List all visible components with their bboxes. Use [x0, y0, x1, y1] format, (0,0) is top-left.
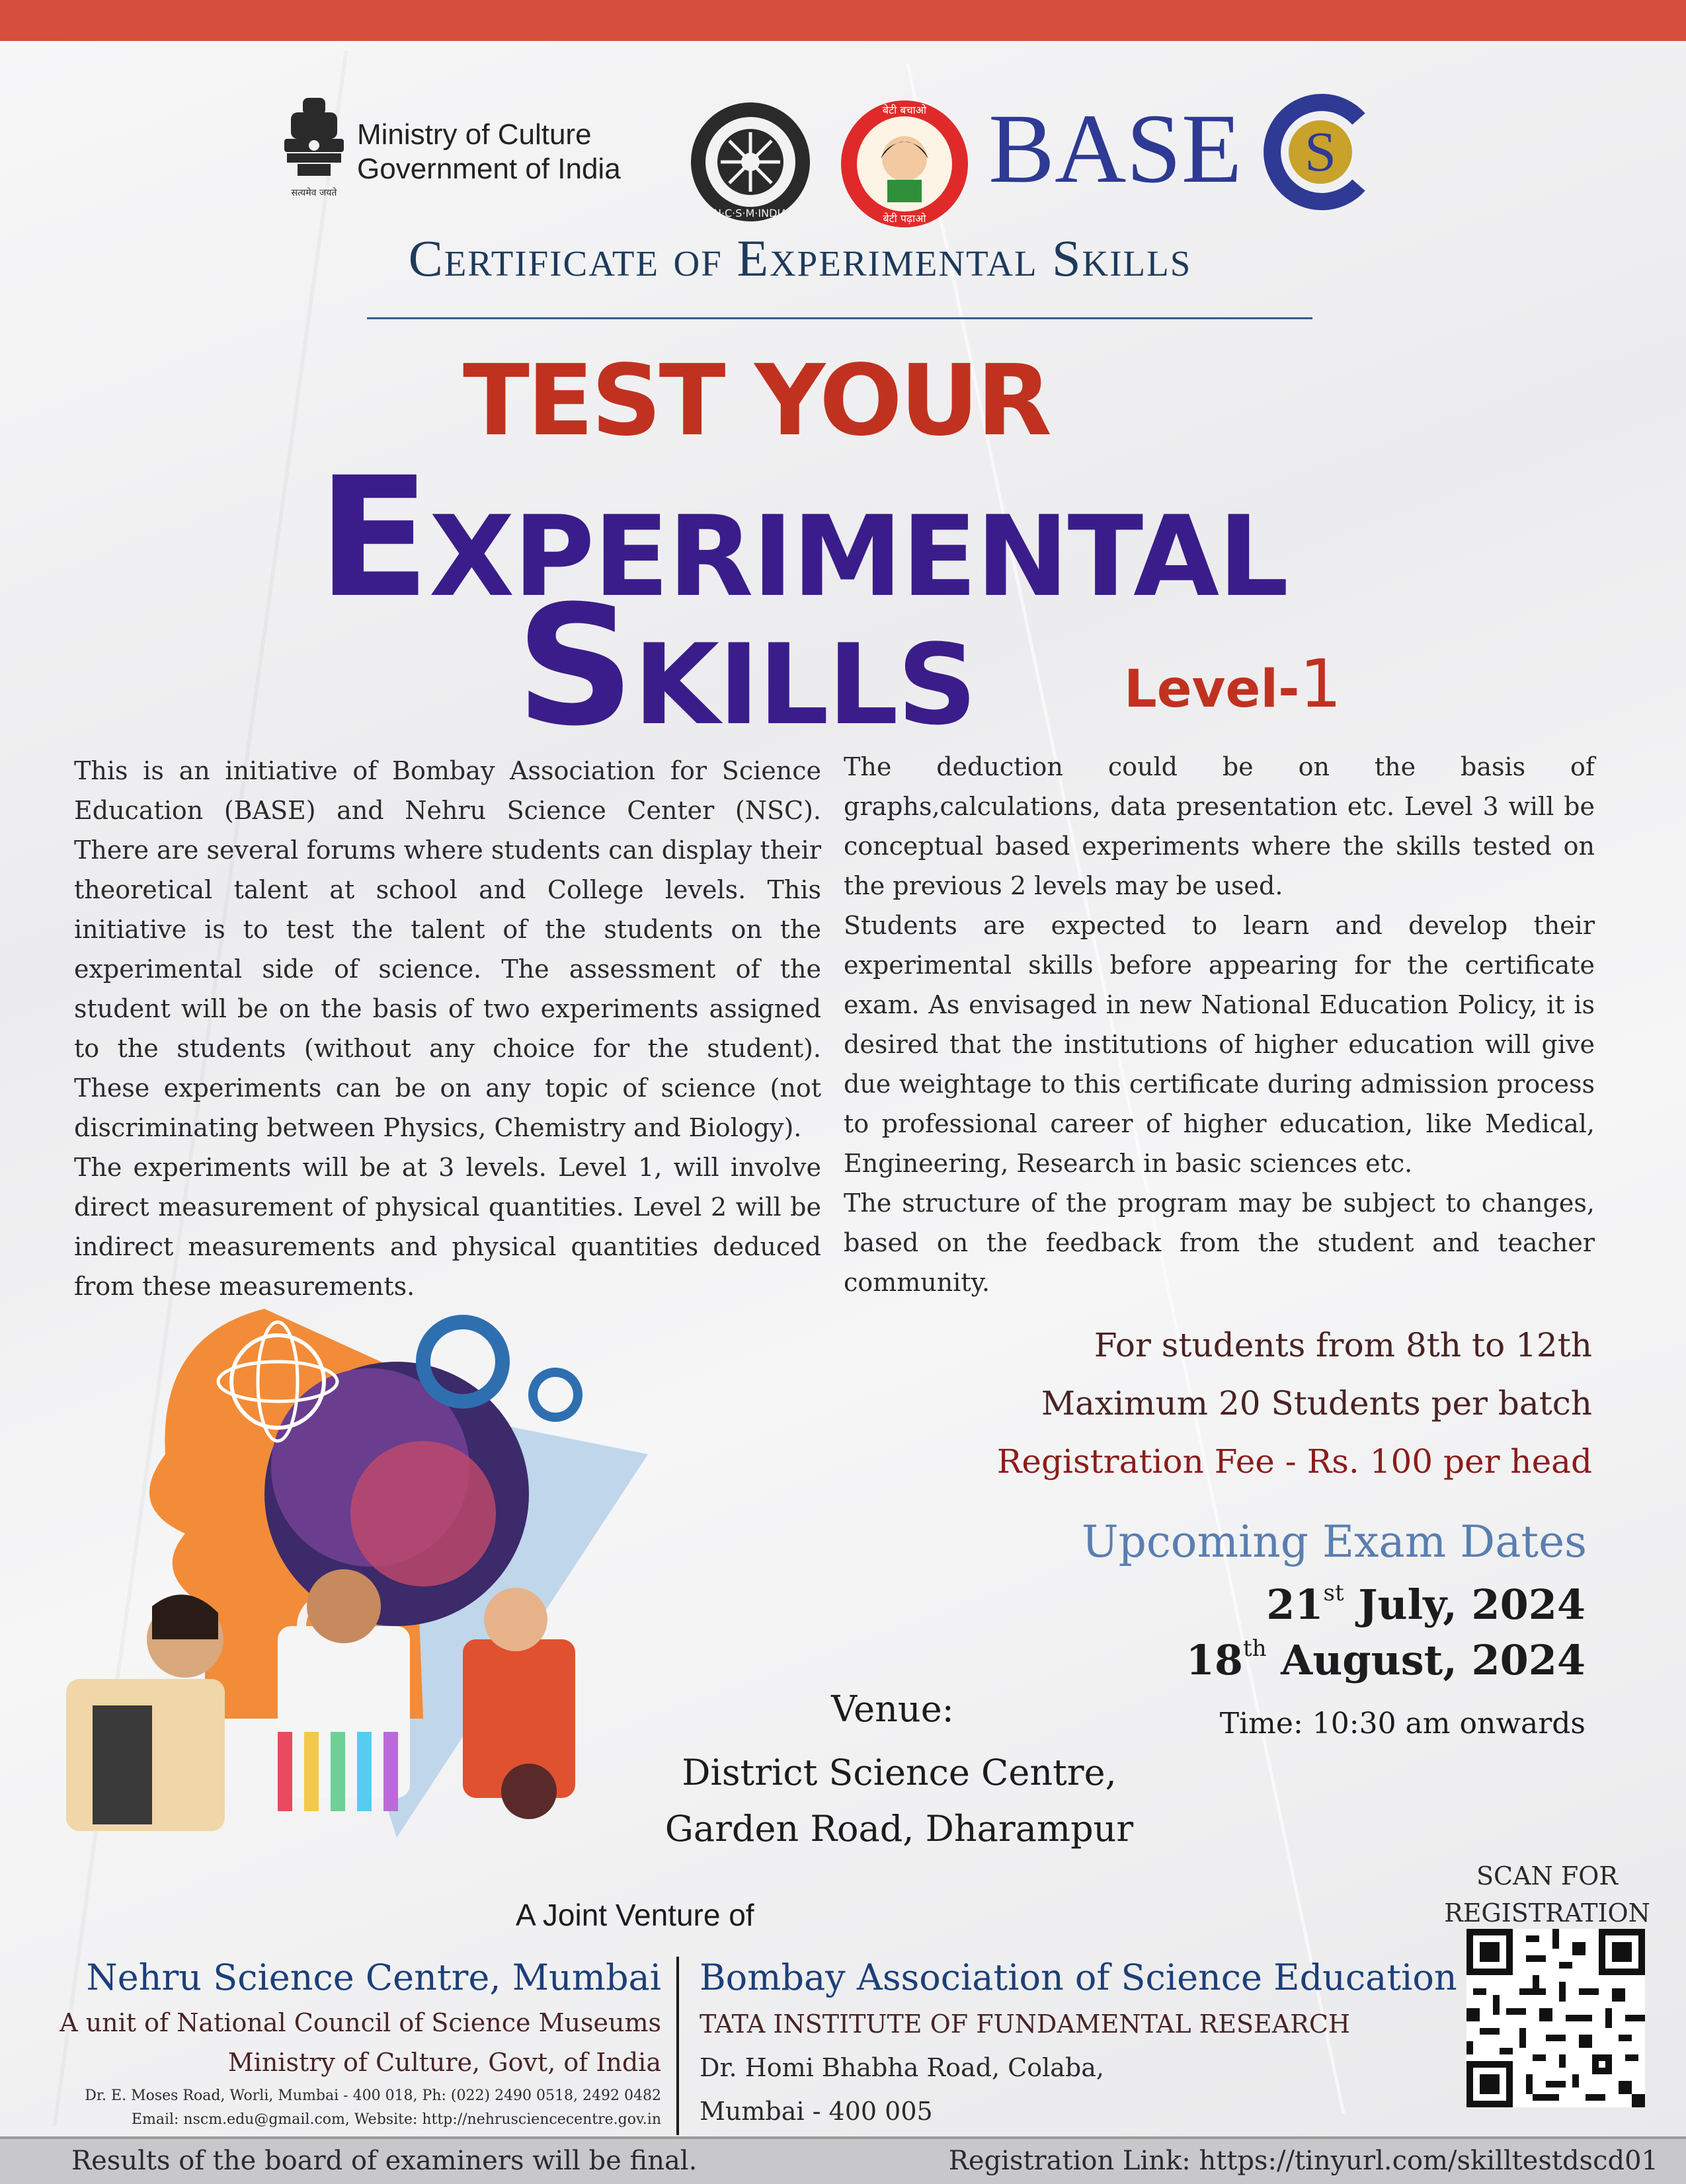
headline-test-your: TEST YOUR: [463, 344, 1049, 457]
svg-text:S: S: [1305, 120, 1336, 183]
paragraph: This is an initiative of Bombay Association for Science Education (BASE) and Nehru Science Center (NSC). There are several forums where students can display their theoretical talent at school and College levels. This initiative is to test the talent of the students on the experimental side of science. The assessment of the student will be on the basis of two experiments assigned to the students (without any choice for the student). These experiments can be on any topic of science (not discriminating between Physics, Chemistry and Biology).: [74, 756, 821, 1142]
base-org-name: Bombay Association of Science Education: [700, 1957, 1457, 1998]
base-address-line: Dr. Homi Bhabha Road, Colaba,: [700, 2053, 1104, 2082]
nsc-unit-line: A unit of National Council of Science Museums: [60, 2008, 661, 2037]
svg-text:बेटी पढ़ाओ: बेटी पढ़ाओ: [883, 212, 926, 225]
ncsm-logo-icon: [688, 99, 813, 225]
description-left-column: [74, 751, 821, 1306]
paragraph: The deduction could be on the basis of graphs,calculations, data presentation etc. Level 3 will be conceptual based experiments where the skills tested on the previous 2 levels may be used.: [844, 752, 1595, 900]
certificate-title: Certificate of Experimental Skills: [408, 229, 1192, 287]
beti-bachao-logo-icon: [838, 98, 971, 230]
ministry-label: Ministry of Culture Government of India: [357, 118, 621, 185]
level-badge: Level-1: [1124, 645, 1342, 722]
svg-text:सत्यमेव जयते: सत्यमेव जयते: [291, 188, 337, 198]
base-institute-line: TATA INSTITUTE OF FUNDAMENTAL RESEARCH: [700, 2009, 1351, 2039]
scan-for-registration-label: SCAN FOR REGISTRATION: [1444, 1861, 1650, 1928]
nsc-contact: Email: nscm.edu@gmail.com, Website: http://nehrusciencecentre.gov.in: [131, 2111, 661, 2128]
registration-fee-text: Registration Fee - Rs. 100 per head: [996, 1442, 1592, 1481]
base-city-line: Mumbai - 400 005: [700, 2097, 933, 2126]
vertical-divider: [676, 1957, 679, 2135]
base-logo-text: BASE: [988, 94, 1242, 204]
title-underline: [367, 317, 1312, 319]
description-right-column: [844, 747, 1595, 1302]
paragraph: Students are expected to learn and develop their experimental skills before appearing for the certificate exam. As envisaged in new National Education Policy, it is desired that the institutions of higher education will give due weightage to this certificate during admission process to professional career of higher education, like Medical, Engineering, Research in basic sciences etc.: [844, 911, 1595, 1178]
paragraph: The experiments will be at 3 levels. Level 1, will involve direct measurement of physical quantities. Level 2 will be indirect measurements and physical quantities deduced from these measurements.: [74, 1153, 821, 1301]
eligibility-text: For students from 8th to 12th: [1094, 1326, 1592, 1364]
nsc-address: Dr. E. Moses Road, Worli, Mumbai - 400 018, Ph: (022) 2490 0518, 2492 0482: [85, 2087, 661, 2104]
venue-line-1: District Science Centre,: [682, 1752, 1117, 1793]
headline-experimental: EXPERIMENTAL: [317, 442, 1288, 634]
headline-skills: SKILLS: [516, 570, 976, 762]
national-emblem-icon: [278, 93, 350, 205]
upcoming-exam-heading: Upcoming Exam Dates: [1081, 1516, 1587, 1567]
svg-text:बेटी बचाओ: बेटी बचाओ: [882, 104, 927, 116]
venue-label: Venue:: [831, 1688, 954, 1730]
exam-date-1: 21st July, 2024: [1266, 1580, 1586, 1629]
exam-date-2: 18th August, 2024: [1185, 1635, 1586, 1684]
svg-text:N·C·S·M·INDIA: N·C·S·M·INDIA: [713, 207, 788, 219]
batch-size-text: Maximum 20 Students per batch: [1041, 1384, 1592, 1423]
nsc-ministry-line: Ministry of Culture, Govt, of India: [227, 2048, 661, 2077]
exam-time: Time: 10:30 am onwards: [1219, 1707, 1586, 1740]
paragraph: The structure of the program may be subject to changes, based on the feedback from the student and teacher community.: [844, 1189, 1595, 1297]
results-note: Results of the board of examiners will be final.: [71, 2146, 698, 2176]
nsc-name: Nehru Science Centre, Mumbai: [86, 1957, 661, 1998]
venue-line-2: Garden Road, Dharampur: [664, 1808, 1134, 1850]
top-color-bar: [0, 0, 1686, 41]
joint-venture-label: A Joint Venture of: [516, 1898, 754, 1932]
ces-logo-icon: [1260, 93, 1379, 212]
registration-link[interactable]: Registration Link: https://tinyurl.com/skilltestdscd01: [948, 2146, 1658, 2176]
registration-qr-code[interactable]: [1466, 1929, 1645, 2107]
science-illustration: [53, 1296, 648, 1864]
